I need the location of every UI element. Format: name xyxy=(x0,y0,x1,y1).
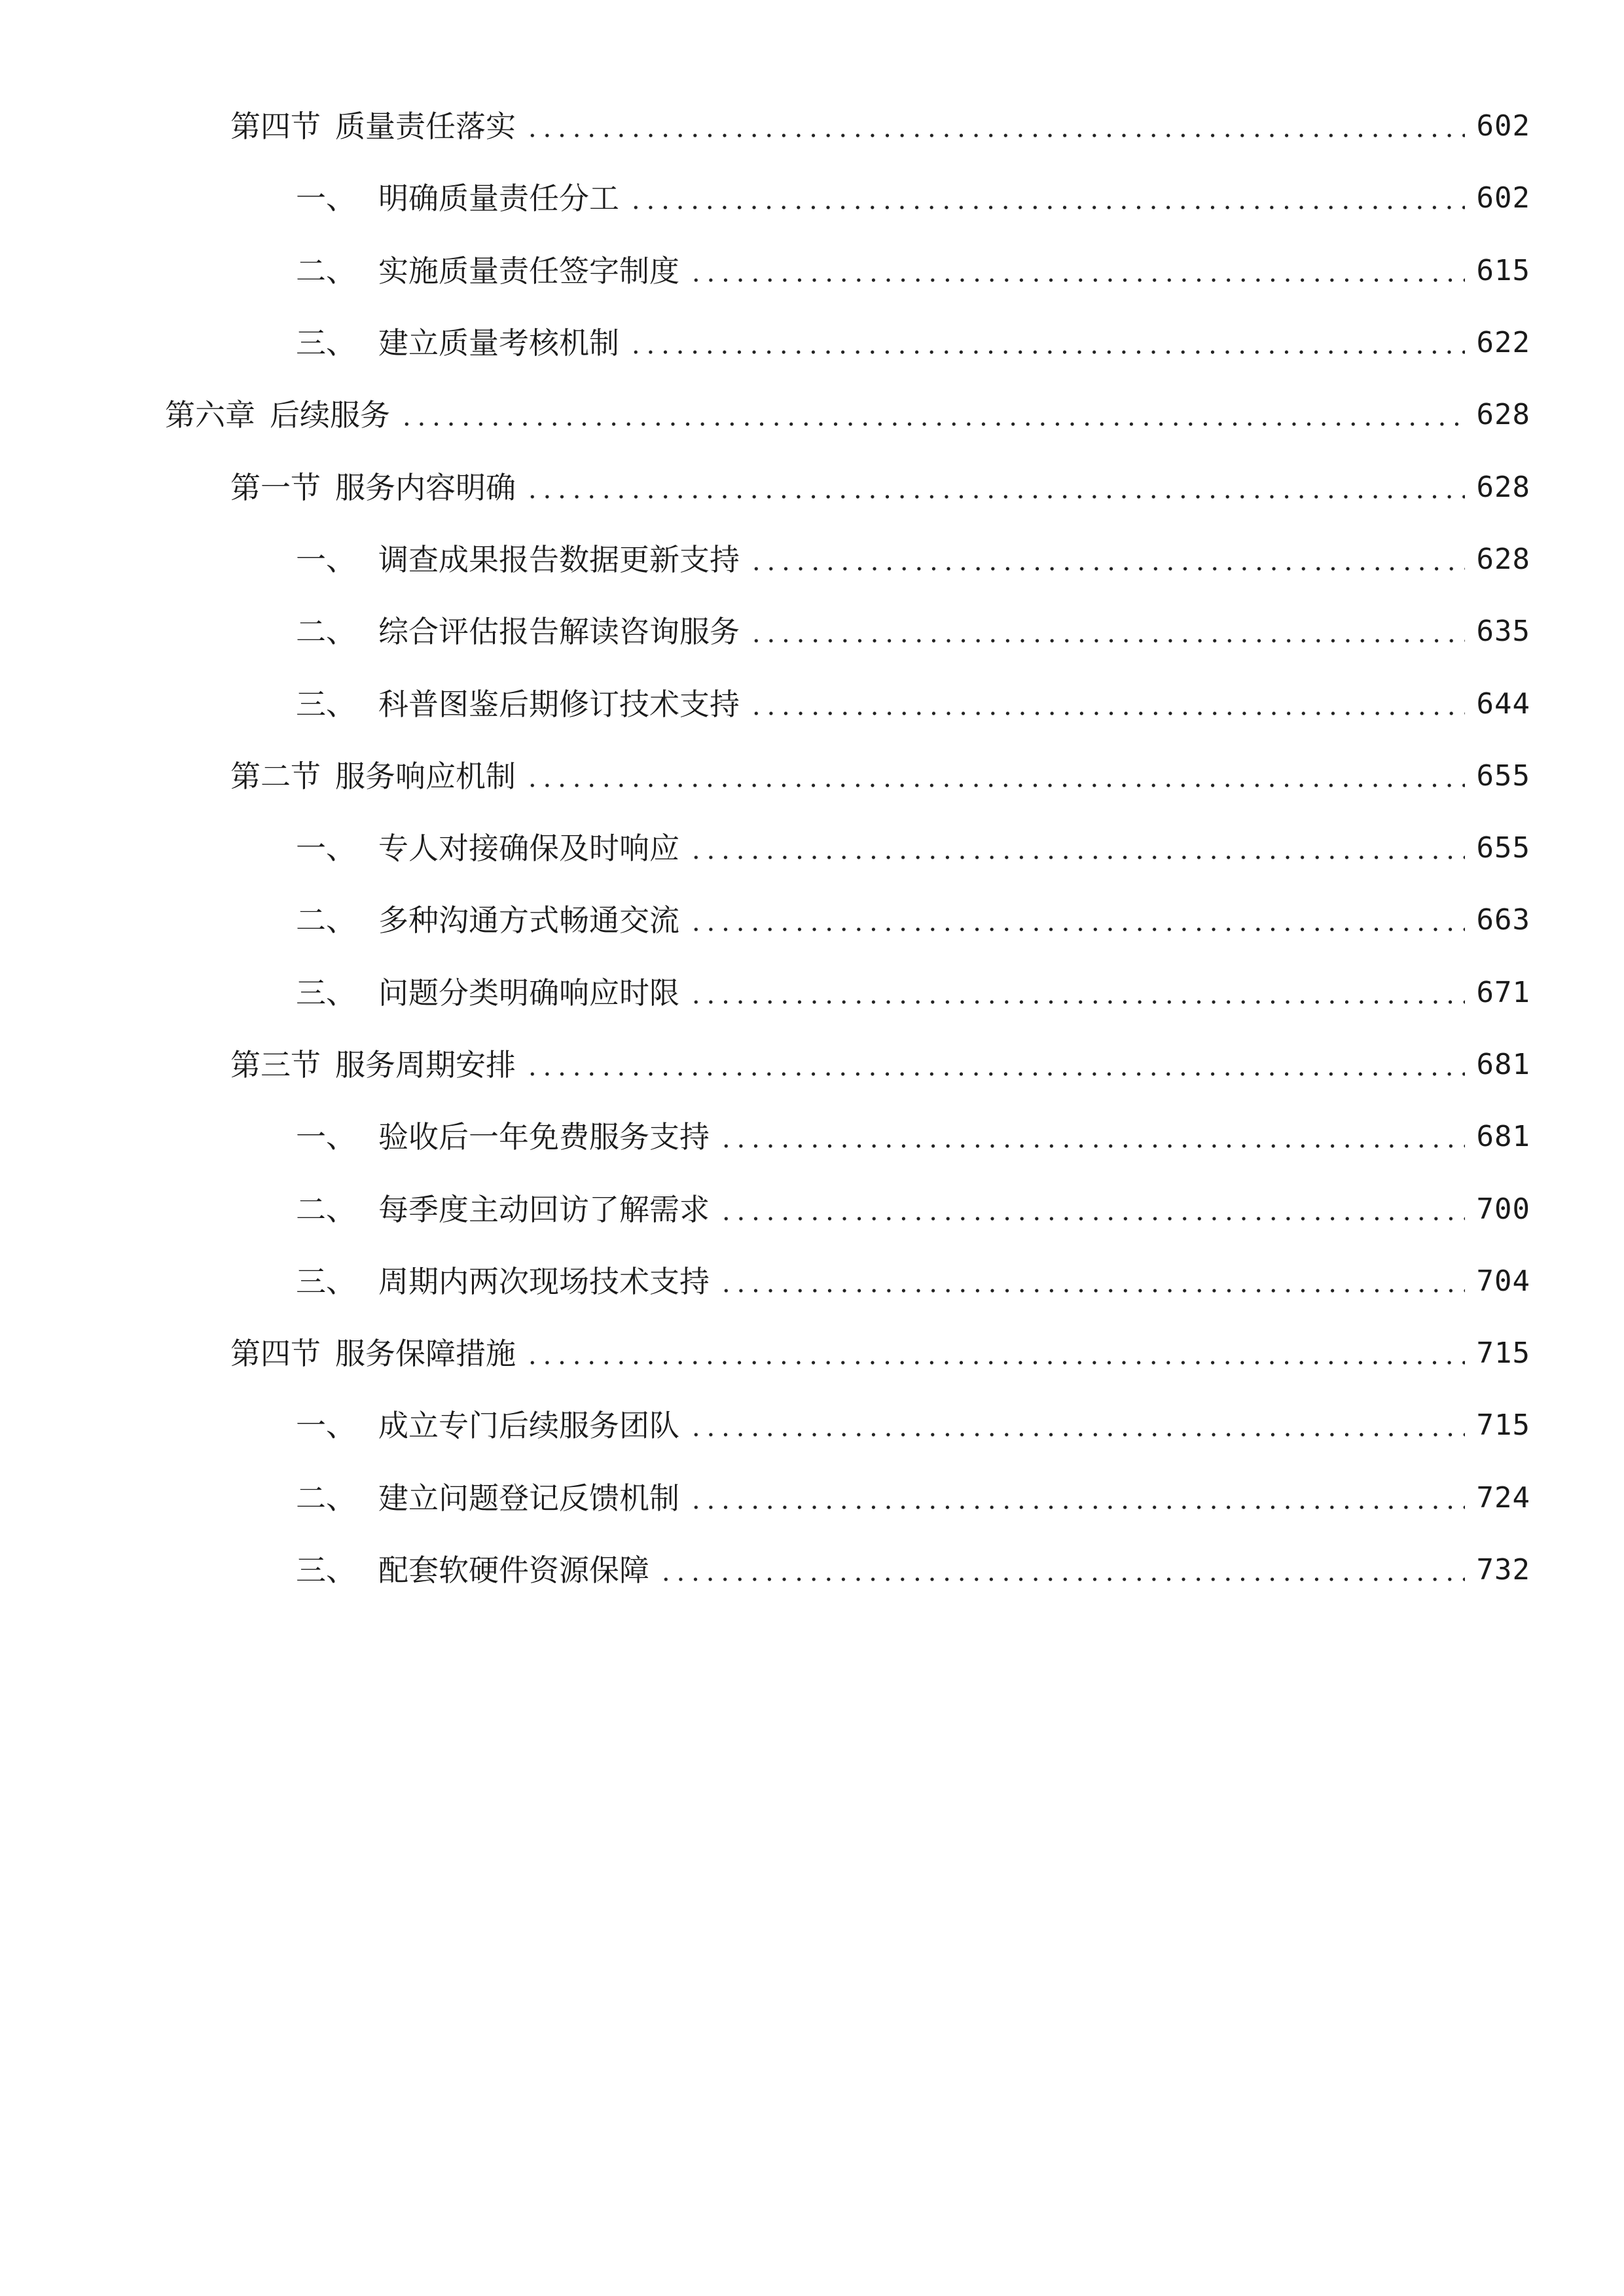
entry-page-number: 628 xyxy=(1476,470,1530,504)
entry-title: 建立问题登记反馈机制 xyxy=(378,1480,679,1516)
entry-marker: 二、 xyxy=(296,1191,356,1227)
entry-page-number: 715 xyxy=(1476,1408,1530,1443)
entry-page-number: 700 xyxy=(1476,1192,1530,1226)
entry-title: 服务周期安排 xyxy=(335,1047,516,1083)
entry-title: 配套软硬件资源保障 xyxy=(378,1552,649,1588)
dot-leader xyxy=(525,761,1465,791)
toc-entry-subsection[interactable] xyxy=(0,1246,1624,1318)
entry-page-number: 644 xyxy=(1476,687,1530,721)
dot-leader xyxy=(525,111,1465,141)
entry-page-number: 715 xyxy=(1476,1336,1530,1371)
entry-title: 服务保障措施 xyxy=(335,1336,516,1372)
dot-leader xyxy=(689,256,1465,286)
entry-marker: 一、 xyxy=(296,541,356,577)
entry-marker: 三、 xyxy=(296,1263,356,1299)
entry-title: 明确质量责任分工 xyxy=(378,181,619,217)
entry-page-number: 681 xyxy=(1476,1120,1530,1154)
entry-page-number: 602 xyxy=(1476,181,1530,215)
dot-leader xyxy=(749,545,1465,575)
entry-page-number: 655 xyxy=(1476,759,1530,793)
dot-leader xyxy=(689,833,1465,863)
toc-entry-section[interactable] xyxy=(0,451,1624,523)
toc-entry-subsection[interactable] xyxy=(0,812,1624,884)
dot-leader xyxy=(628,183,1465,213)
toc-entry-subsection[interactable] xyxy=(0,1534,1624,1606)
toc-entry-subsection[interactable] xyxy=(0,668,1624,740)
dot-leader xyxy=(525,1338,1465,1369)
entry-marker: 二、 xyxy=(296,1480,356,1516)
entry-marker: 一、 xyxy=(296,831,356,867)
entry-marker: 三、 xyxy=(296,325,356,361)
entry-title: 周期内两次现场技术支持 xyxy=(378,1263,710,1299)
entry-title: 质量责任落实 xyxy=(335,109,516,145)
toc-entry-subsection[interactable] xyxy=(0,524,1624,596)
toc-entry-subsection[interactable] xyxy=(0,162,1624,234)
entry-page-number: 681 xyxy=(1476,1048,1530,1081)
entry-title: 科普图鉴后期修订技术支持 xyxy=(378,686,740,722)
entry-page-number: 635 xyxy=(1476,615,1530,649)
dot-leader xyxy=(689,978,1465,1008)
entry-marker: 第四节 xyxy=(230,109,321,145)
dot-leader xyxy=(749,689,1465,719)
entry-title: 问题分类明确响应时限 xyxy=(378,975,679,1011)
entry-title: 建立质量考核机制 xyxy=(378,325,619,361)
entry-title: 服务响应机制 xyxy=(335,758,516,794)
entry-marker: 三、 xyxy=(296,1552,356,1588)
entry-title: 验收后一年免费服务支持 xyxy=(378,1119,710,1155)
dot-leader xyxy=(719,1194,1465,1225)
dot-leader xyxy=(659,1555,1465,1585)
entry-page-number: 704 xyxy=(1476,1264,1530,1298)
dot-leader xyxy=(689,905,1465,935)
entry-title: 综合评估报告解读咨询服务 xyxy=(378,614,740,650)
toc-entry-subsection[interactable] xyxy=(0,1390,1624,1462)
toc-entry-subsection[interactable] xyxy=(0,884,1624,956)
entry-marker: 第六章 xyxy=(165,397,255,433)
toc-entry-subsection[interactable] xyxy=(0,1101,1624,1173)
table-of-contents xyxy=(0,90,1624,1606)
dot-leader xyxy=(689,1410,1465,1441)
entry-title: 调查成果报告数据更新支持 xyxy=(378,541,740,577)
entry-page-number: 732 xyxy=(1476,1553,1530,1587)
dot-leader xyxy=(525,473,1465,503)
dot-leader xyxy=(399,400,1465,430)
entry-marker: 二、 xyxy=(296,253,356,289)
dot-leader xyxy=(719,1266,1465,1297)
entry-title: 多种沟通方式畅通交流 xyxy=(378,903,679,939)
toc-entry-chapter[interactable] xyxy=(0,379,1624,451)
dot-leader xyxy=(719,1122,1465,1152)
entry-marker: 第二节 xyxy=(230,758,321,794)
toc-entry-section[interactable] xyxy=(0,90,1624,162)
toc-entry-subsection[interactable] xyxy=(0,1462,1624,1534)
toc-entry-section[interactable] xyxy=(0,1318,1624,1390)
entry-marker: 三、 xyxy=(296,686,356,722)
toc-entry-subsection[interactable] xyxy=(0,1173,1624,1245)
entry-marker: 三、 xyxy=(296,975,356,1011)
entry-page-number: 663 xyxy=(1476,903,1530,937)
entry-page-number: 671 xyxy=(1476,975,1530,1009)
toc-entry-subsection[interactable] xyxy=(0,957,1624,1029)
entry-title: 后续服务 xyxy=(270,397,390,433)
entry-page-number: 655 xyxy=(1476,831,1530,865)
entry-page-number: 615 xyxy=(1476,253,1530,287)
toc-entry-subsection[interactable] xyxy=(0,596,1624,668)
toc-entry-subsection[interactable] xyxy=(0,307,1624,379)
entry-marker: 一、 xyxy=(296,181,356,217)
entry-title: 专人对接确保及时响应 xyxy=(378,831,679,867)
entry-title: 成立专门后续服务团队 xyxy=(378,1408,679,1444)
entry-marker: 一、 xyxy=(296,1408,356,1444)
entry-page-number: 724 xyxy=(1476,1480,1530,1515)
entry-marker: 二、 xyxy=(296,614,356,650)
entry-page-number: 622 xyxy=(1476,326,1530,360)
dot-leader xyxy=(628,328,1465,358)
entry-page-number: 628 xyxy=(1476,398,1530,432)
entry-marker: 第三节 xyxy=(230,1047,321,1083)
dot-leader xyxy=(525,1050,1465,1080)
entry-page-number: 602 xyxy=(1476,109,1530,143)
dot-leader xyxy=(689,1483,1465,1513)
entry-marker: 二、 xyxy=(296,903,356,939)
entry-title: 每季度主动回访了解需求 xyxy=(378,1191,710,1227)
entry-marker: 一、 xyxy=(296,1119,356,1155)
entry-title: 服务内容明确 xyxy=(335,469,516,505)
entry-page-number: 628 xyxy=(1476,542,1530,576)
toc-entry-subsection[interactable] xyxy=(0,235,1624,307)
dot-leader xyxy=(749,617,1465,647)
entry-marker: 第一节 xyxy=(230,469,321,505)
toc-entry-section[interactable] xyxy=(0,1029,1624,1101)
entry-title: 实施质量责任签字制度 xyxy=(378,253,679,289)
entry-marker: 第四节 xyxy=(230,1336,321,1372)
toc-entry-section[interactable] xyxy=(0,740,1624,812)
